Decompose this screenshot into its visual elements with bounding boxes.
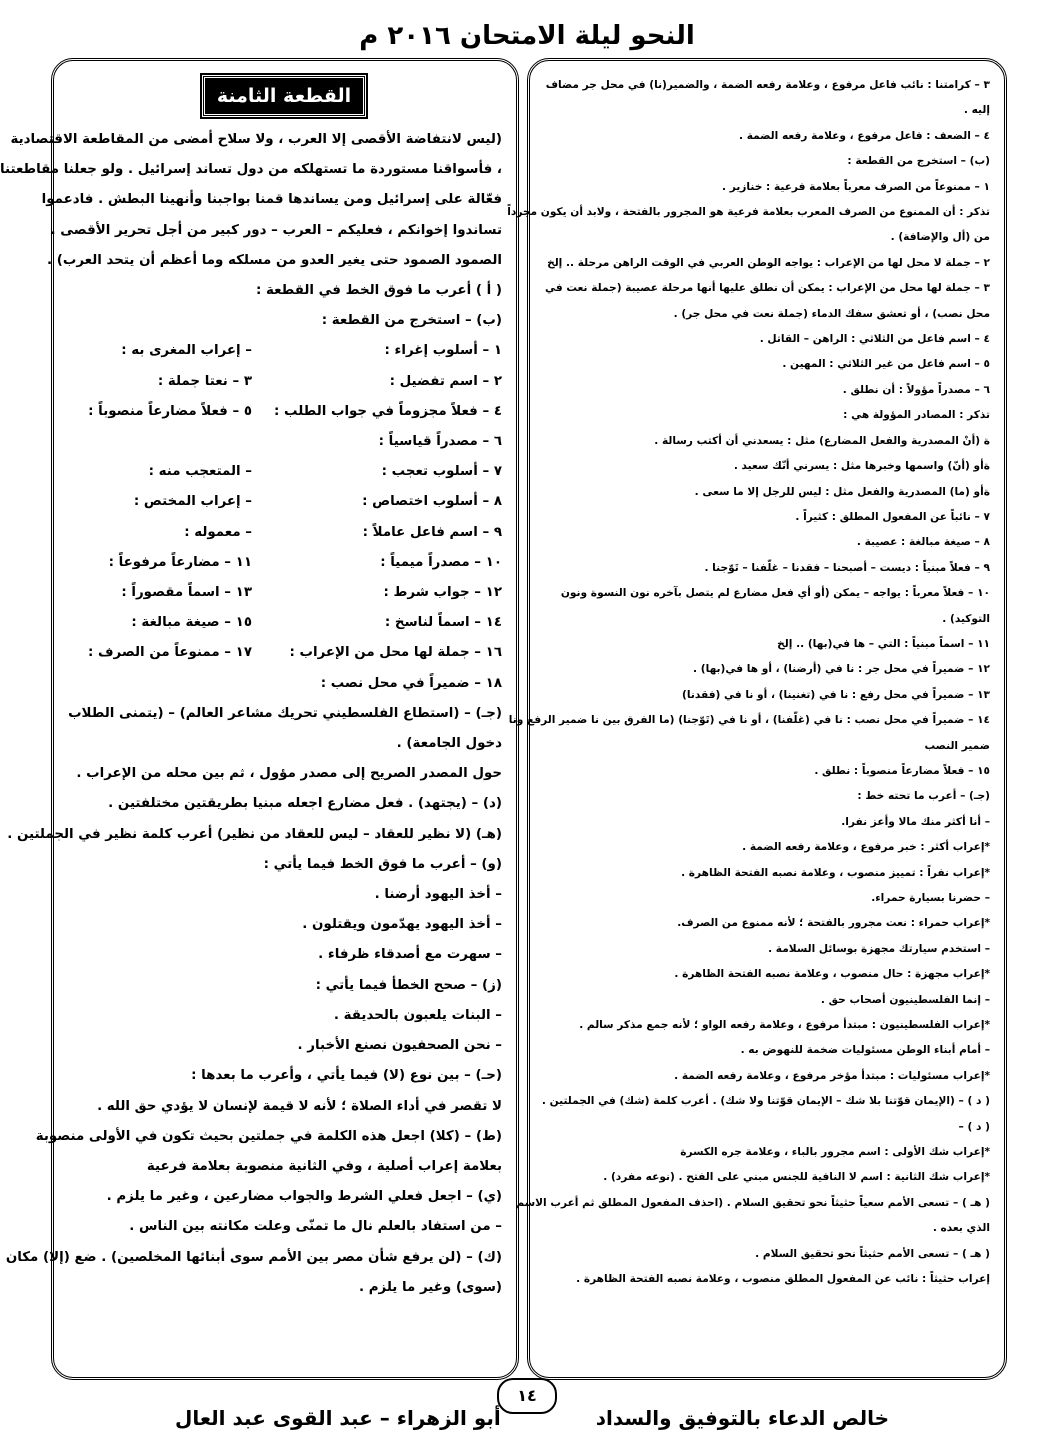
answer-line: ةأو (أنّ) واسمها وخبرها مثل : يسرني أنّك سعيد . — [733, 460, 990, 473]
question-line: لا تقصر في أداء الصلاة ؛ لأنه لا قيمة لإنسان لا يؤدي حق الله . — [97, 1098, 502, 1114]
extract-item-row — [66, 457, 502, 487]
extract-item-sub: – المتعجب منه : — [148, 464, 252, 480]
questions-column — [0, 58, 519, 1380]
page-title: النحو ليلة الامتحان ٢٠١٦ م — [359, 21, 695, 51]
question-line: – البنات يلعبون بالحديقة . — [333, 1007, 502, 1023]
extract-item-row — [66, 548, 502, 578]
answer-line: *إعراب شك الثانية : اسم لا النافية للجنس مبني على الفتح . (نوعه مفرد) . — [603, 1171, 990, 1184]
extract-item-sub: – معموله : — [184, 524, 252, 540]
passage-line: تساندوا إخوانكم ، فعليكم – العرب – دور كبير من أجل تحرير الأقصى . — [50, 222, 502, 238]
answer-line: ٥ – اسم فاعل من غير الثلاثي : المهين . — [782, 358, 990, 371]
answer-line: ١٢ – ضميراً في محل جر : نا في (أرضنا) ، أو ها في(بها) . — [693, 663, 990, 676]
question-line: (ي) – اجعل فعلي الشرط والجواب مضارعين ، وغير ما يلزم . — [106, 1189, 502, 1205]
extract-items — [66, 336, 502, 698]
extract-item: ١٠ – مصدراً ميمياً : — [380, 554, 502, 570]
answer-line: ١ – ممنوعاً من الصرف معرباً بعلامة فرعية : خنازير . — [722, 180, 990, 193]
answer-line: ( هـ ) – تسعى الأمم حثيثاً نحو تحقيق السلام . — [755, 1247, 990, 1260]
answer-line: ( د ) – — [958, 1120, 990, 1133]
answer-line: *إعراب نفراً : تمييز منصوب ، وعلامة نصبه الفتحة الظاهرة . — [681, 866, 990, 879]
extract-item-row — [66, 518, 502, 548]
answer-line: ٤ – اسم فاعل من الثلاثي : الراهن – القاتل . — [759, 333, 990, 346]
question-line: (جـ) – (استطاع الفلسطيني تحريك مشاعر العالم) – (يتمنى الطلاب — [68, 705, 502, 721]
footer-author: أبو الزهراء – عبد القوى عبد العال — [175, 1406, 501, 1430]
extract-item-sub: ١١ – مضارعاً مرفوعاً : — [108, 554, 252, 570]
answer-line: ١٤ – ضميراً في محل نصب : نا في (غلّفنا) ، أو نا في (تَوّجنا) (ما الفرق بين نا ضمير الرفع ونا — [508, 714, 990, 727]
question-line: (ك) – (لن يرفع شأن مصر بين الأمم سوى أبنائها المخلصين) . ضع (إلا) مكان — [5, 1249, 502, 1265]
answer-line: تذكر : أن الممنوع من الصرف المعرب بعلامة فرعية هو المجرور بالفتحة ، ولابد أن يكون مجرداً — [507, 206, 990, 219]
answer-line: الذي بعده . — [932, 1222, 990, 1235]
answer-line: ة (أنْ المصدرية والفعل المضارع) مثل : يسعدني أن أكتب رسالة . — [654, 434, 990, 447]
question-line: حول المصدر الصريح إلى مصدر مؤول ، ثم بين محله من الإعراب . — [76, 766, 502, 782]
extract-item: ٨ – أسلوب اختصاص : — [362, 494, 502, 510]
answer-line: *إعراب مجهزة : حال منصوب ، وعلامة نصبه الفتحة الظاهرة . — [674, 968, 990, 981]
page-number: ١٤ — [497, 1378, 557, 1414]
answer-line: – أنا أكثر منك مالا وأعز نفرا. — [841, 815, 990, 828]
extract-item-sub: – إعراب المغرى به : — [121, 343, 252, 359]
extract-item-sub: – إعراب المختص : — [133, 494, 252, 510]
answer-line: إعراب حثيثاً : نائب عن المفعول المطلق منصوب ، وعلامة نصبه الفتحة الظاهرة . — [576, 1273, 990, 1286]
question-line: – سهرت مع أصدقاء ظرفاء . — [318, 947, 502, 963]
answer-line: ٦ – مصدراً مؤولاً : أن نطلق . — [842, 383, 990, 396]
extract-item-row — [66, 367, 502, 397]
passage-line: (ليس لانتفاضة الأقصى إلا العرب ، ولا سلاح أمضى من المقاطعة الاقتصادية — [10, 132, 502, 147]
question-line: (سوى) وغير ما يلزم . — [358, 1279, 502, 1295]
extract-item-row — [66, 427, 502, 457]
extract-item-row — [66, 638, 502, 668]
question-line: – أخذ اليهود يهدّمون ويقتلون . — [302, 917, 502, 933]
section-badge-wrap — [66, 75, 502, 121]
answer-line: ١٣ – ضميراً في محل رفع : نا في (تغنينا) ، أو نا في (فقدنا) — [682, 688, 990, 701]
question-line: (حـ) – بين نوع (لا) فيما يأتي ، وأعرب ما بعدها : — [191, 1068, 502, 1084]
answer-line: ١٥ – فعلاً مضارعاً منصوباً : نطلق . — [814, 764, 990, 777]
extract-item: ٧ – أسلوب تعجب : — [381, 464, 502, 480]
extract-item-row — [66, 487, 502, 517]
answer-line: ٣ – جملة لها محل من الإعراب : يمكن أن نطلق عليها أنها مرحلة عصيبة (جملة نعت في — [545, 282, 990, 295]
question-a: ( أ ) أعرب ما فوق الخط في القطعة : — [255, 283, 502, 299]
question-line: (د) – (يجتهد) . فعل مضارع اجعله مبنيا بطريقتين مختلفتين . — [108, 796, 502, 812]
answer-line: ةأو (ما) المصدرية والفعل مثل : ليس للرجل إلا ما سعى . — [694, 485, 990, 498]
extract-item: ١٢ – جواب شرط : — [383, 585, 502, 601]
extract-item: ٢ – اسم تفضيل : — [389, 373, 502, 389]
answer-line: ٣ – كرامتنا : نائب فاعل مرفوع ، وعلامة رفعه الضمة ، والضمير(نا) في محل جر مضاف — [545, 79, 990, 91]
extract-item-row — [66, 397, 502, 427]
remaining-questions — [5, 699, 502, 1303]
question-line: (ز) – صحح الخطأ فيما يأتي : — [315, 977, 502, 993]
extract-item: ١٦ – جملة لها محل من الإعراب : — [289, 645, 502, 661]
answer-line: – حضرنا بسيارة حمراء. — [871, 892, 990, 904]
question-line: بعلامة إعراب أصلية ، وفي الثانية منصوبة بعلامة فرعية — [146, 1158, 502, 1174]
answer-line: – استخدم سيارتك مجهزة بوسائل السلامة . — [768, 942, 990, 955]
extract-item-row — [66, 669, 502, 699]
answer-line: *إعراب مسئوليات : مبتدأ مؤخر مرفوع ، وعلامة رفعه الضمة . — [674, 1069, 990, 1082]
extract-item: ١٨ – ضميراً في محل نصب : — [320, 675, 502, 691]
passage-line: الصمود الصمود حتى يغير العدو من مسلكه وما أعظم أن يتحد العرب) . — [47, 252, 502, 268]
extract-item: ٩ – اسم فاعل عاملاً : — [362, 524, 502, 540]
extract-item-sub: ٣ – نعتا جملة : — [157, 373, 252, 389]
answer-line: محل نصب) ، أو تعشق سفك الدماء (جملة نعت في محل جر) . — [673, 307, 990, 320]
answer-line: (جـ) – أعرب ما تحته خط : — [857, 790, 990, 803]
question-line: – نحن الصحفيون نصنع الأخبار . — [297, 1038, 502, 1054]
answer-line: ( د ) – (الإيمان قوّتنا بلا شك – الإيمان قوّتنا ولا شك) . أعرب كلمة (شك) في الجملتين . — [541, 1095, 990, 1108]
extract-item-sub: ١٣ – اسماً مقصوراً : — [121, 585, 252, 601]
extract-item-sub — [66, 669, 252, 699]
extract-item-sub: ٥ – فعلاً مضارعاً منصوباً : — [88, 403, 252, 419]
answer-line: من (أل والإضافة) . — [890, 231, 990, 244]
question-line: (و) – أعرب ما فوق الخط فيما يأتي : — [263, 856, 502, 872]
section-badge: القطعة الثامنة — [202, 75, 366, 117]
answer-line: ( هـ ) – تسعى الأمم سعياً حثيثاً نحو تحقيق السلام . (احذف المفعول المطلق ثم أعرب الاسم — [516, 1196, 990, 1209]
answer-line: – أمام أبناء الوطن مسئوليات ضخمة للنهوض به . — [740, 1044, 990, 1057]
extract-item-row — [66, 578, 502, 608]
extract-item: ١٤ – اسماً لناسخ : — [384, 615, 502, 631]
answer-line: تذكر : المصادر المؤولة هي : — [843, 409, 990, 422]
question-line: – من استفاد بالعلم نال ما تمنّى وعلت مكانته بين الناس . — [129, 1219, 502, 1235]
question-line: دخول الجامعة) . — [396, 736, 502, 752]
extract-item-row — [66, 336, 502, 366]
answer-line: ٢ – جملة لا محل لها من الإعراب : يواجه الوطن العربي في الوقت الراهن مرحلة .. إلخ — [547, 256, 990, 269]
extract-item-sub: ١٥ – صيغة مبالغة : — [131, 615, 252, 631]
answer-line: ٧ – نائباً عن المفعول المطلق : كثيراً . — [795, 510, 990, 523]
extract-item: ٦ – مصدراً قياسياً : — [378, 434, 502, 450]
answer-line: ١١ – اسماً مبنياً : التي – ها في(بها) .. إلخ — [777, 637, 990, 650]
extract-item-sub: ١٧ – ممنوعاً من الصرف : — [87, 645, 252, 661]
footer-dedication: خالص الدعاء بالتوفيق والسداد — [595, 1406, 889, 1430]
answer-line: التوكيد) . — [942, 612, 990, 625]
passage-line: ، فأسواقنا مستوردة ما تستهلكه من دول تساند إسرائيل . ولو جعلنا مقاطعتنا — [0, 162, 502, 178]
passage — [0, 125, 502, 276]
question-line: – أخذ اليهود أرضنا . — [374, 887, 502, 903]
extract-item-row — [66, 608, 502, 638]
answer-line: (ب) – استخرج من القطعة : — [847, 155, 990, 168]
question-line: (هـ) (لا نظير للعقاد – ليس للعقاد من نظير) أعرب كلمة نظير في الجملتين . — [7, 826, 502, 842]
answer-line: ٨ – صيغة مبالغة : عصيبة . — [856, 536, 990, 549]
answers-column — [507, 58, 1007, 1380]
answer-line: ٩ – فعلاً مبنياً : ديست – أصبحنا – فقدنا – غلّفنا – تَوّجنا . — [704, 561, 990, 574]
answer-line: – إنما الفلسطينيون أصحاب حق . — [820, 993, 990, 1006]
extract-item-sub — [66, 427, 252, 457]
question-b: (ب) – استخرج من القطعة : — [321, 313, 502, 329]
question-line: (ط) – (كلا) اجعل هذه الكلمة في جملتين بحيث تكون في الأولى منصوبة — [35, 1128, 502, 1144]
extract-item: ٤ – فعلاً مجزوماً في جواب الطلب : — [274, 403, 502, 419]
extract-item: ١ – أسلوب إغراء : — [384, 343, 502, 359]
answer-line: ضمير النصب — [924, 739, 990, 752]
answer-line: إليه . — [963, 104, 990, 117]
answer-line: ١٠ – فعلاً معرباً : يواجه – يمكن (أو أي فعل مضارع لم يتصل بآخره نون النسوة ونون — [560, 587, 990, 600]
answer-line: ٤ – الضعف : فاعل مرفوع ، وعلامة رفعه الضمة . — [738, 129, 990, 142]
answer-line: *إعراب شك الأولى : اسم مجرور بالباء ، وعلامة جره الكسرة — [680, 1146, 990, 1159]
answer-line: *إعراب الفلسطينيون : مبتدأ مرفوع ، وعلامة رفعه الواو ؛ لأنه جمع مذكر سالم . — [579, 1019, 990, 1032]
answer-line: *إعراب أكثر : خبر مرفوع ، وعلامة رفعه الضمة . — [742, 841, 990, 854]
answer-line: *إعراب حمراء : نعت مجرور بالفتحة ؛ لأنه ممنوع من الصرف. — [677, 917, 990, 930]
passage-line: فعّالة على إسرائيل ومن يساندها قمنا بواجبنا وأنهينا البطش . فادعموا — [41, 192, 502, 208]
